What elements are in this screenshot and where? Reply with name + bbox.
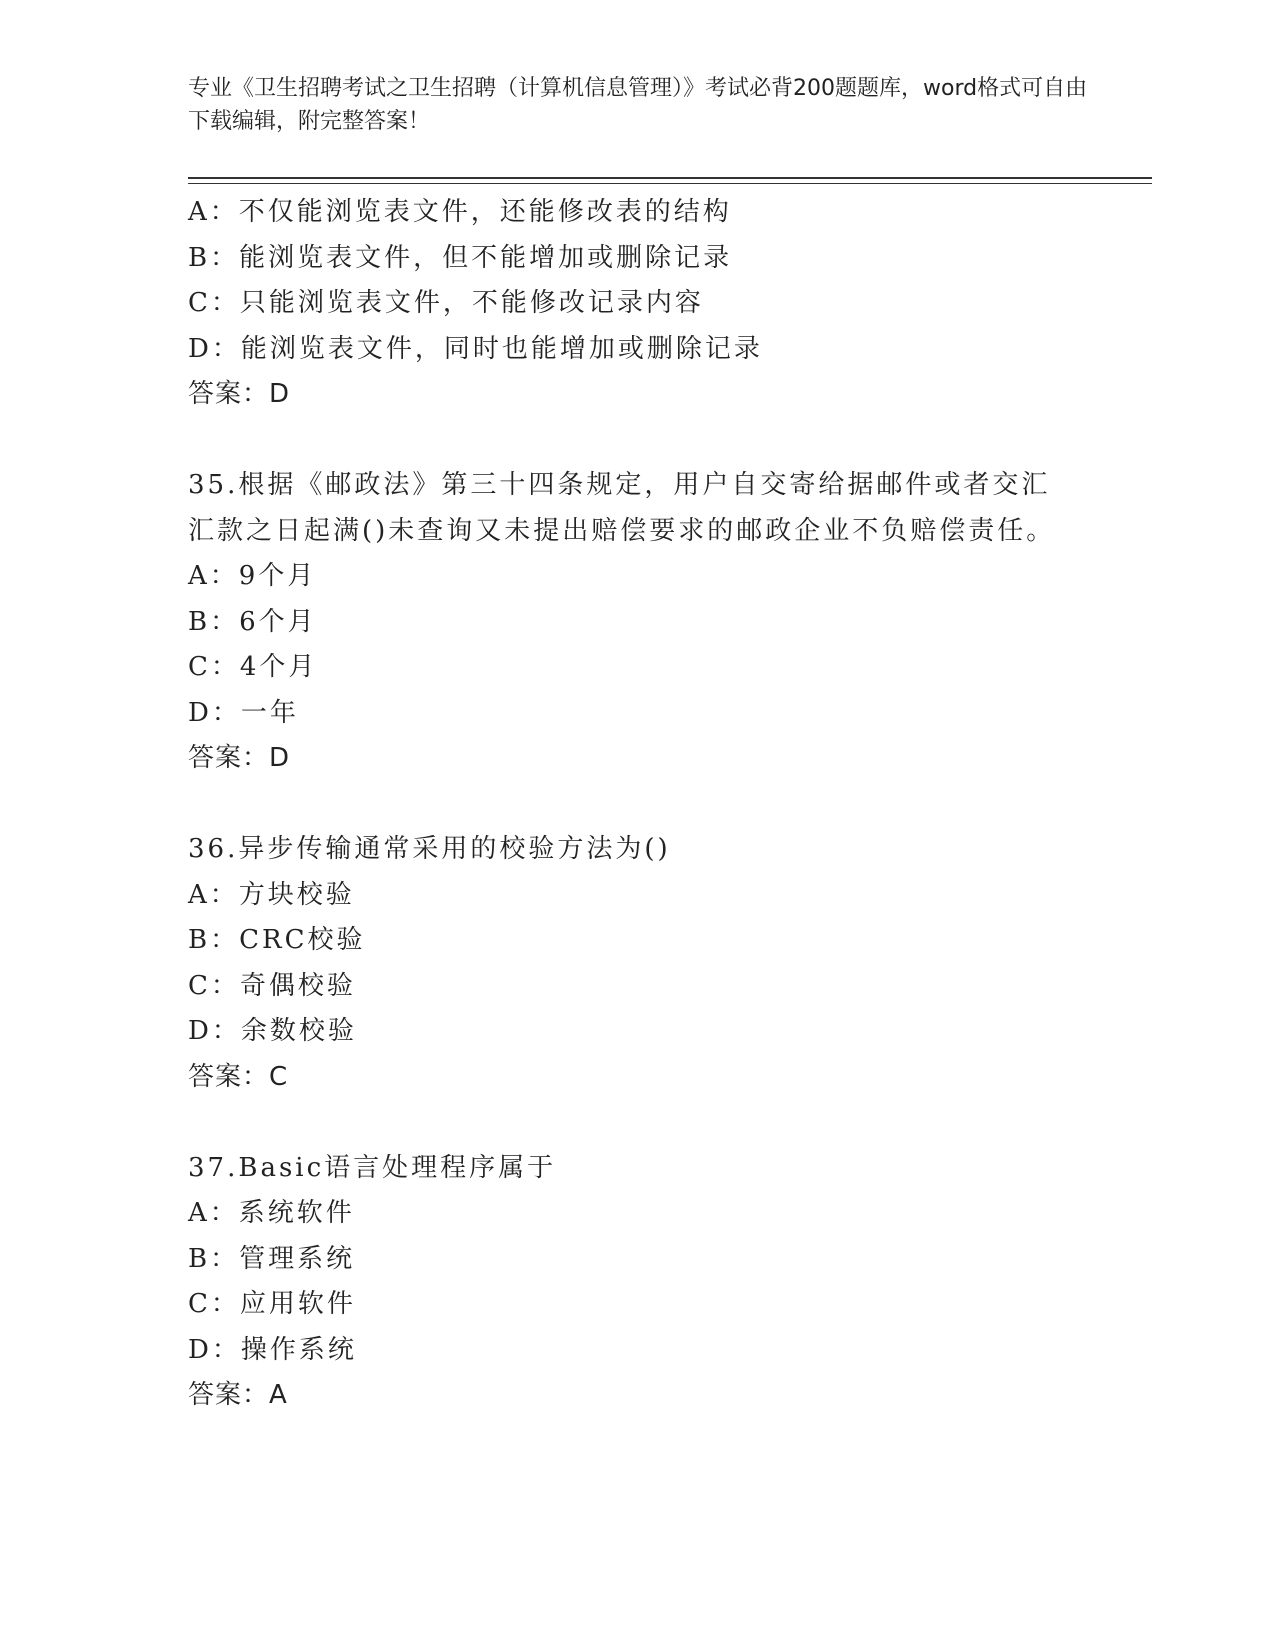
question-34 <box>188 190 1148 418</box>
option-b: B：能浏览表文件，但不能增加或删除记录 <box>188 242 733 273</box>
question-stem: 36.异步传输通常采用的校验方法为() <box>188 834 671 864</box>
spacer <box>188 1100 1148 1146</box>
header-rule-thick <box>188 177 1152 179</box>
question-stem: 35.根据《邮政法》第三十四条规定，用户自交寄给据邮件或者交汇汇款之日起满()未查询又未提出赔偿要求的邮政企业不负赔偿责任。 <box>188 470 1056 546</box>
option-c: C：4个月 <box>188 652 318 682</box>
answer: 答案：A <box>188 1380 288 1410</box>
spacer <box>188 782 1148 828</box>
option-c: C：奇偶校验 <box>188 970 356 1001</box>
header-rule-thin <box>188 183 1152 184</box>
question-list <box>188 190 1148 1419</box>
option-b: B：CRC校验 <box>188 925 366 955</box>
option-a: A：9个月 <box>188 561 317 591</box>
option-b: B：管理系统 <box>188 1243 356 1274</box>
option-b: B：6个月 <box>188 606 317 637</box>
option-d: D：余数校验 <box>188 1016 357 1046</box>
option-a: A：不仅能浏览表文件，还能修改表的结构 <box>188 197 732 227</box>
option-d: D：能浏览表文件，同时也能增加或删除记录 <box>188 333 763 364</box>
option-d: D：一年 <box>188 697 299 728</box>
question-37 <box>188 1146 1148 1419</box>
answer: 答案：C <box>188 1061 289 1092</box>
document-header: 专业《卫生招聘考试之卫生招聘（计算机信息管理）》考试必背200题题库，word格式可自由下载编辑，附完整答案！ <box>188 76 1088 134</box>
question-stem: 37.Basic语言处理程序属于 <box>188 1152 557 1183</box>
option-a: A：方块校验 <box>188 879 355 910</box>
answer: 答案：D <box>188 743 291 773</box>
answer: 答案：D <box>188 379 291 409</box>
option-c: C：应用软件 <box>188 1289 356 1319</box>
question-35 <box>188 463 1148 782</box>
option-d: D：操作系统 <box>188 1334 357 1365</box>
option-c: C：只能浏览表文件，不能修改记录内容 <box>188 288 704 318</box>
spacer <box>188 418 1148 464</box>
option-a: A：系统软件 <box>188 1198 355 1228</box>
question-36 <box>188 827 1148 1100</box>
